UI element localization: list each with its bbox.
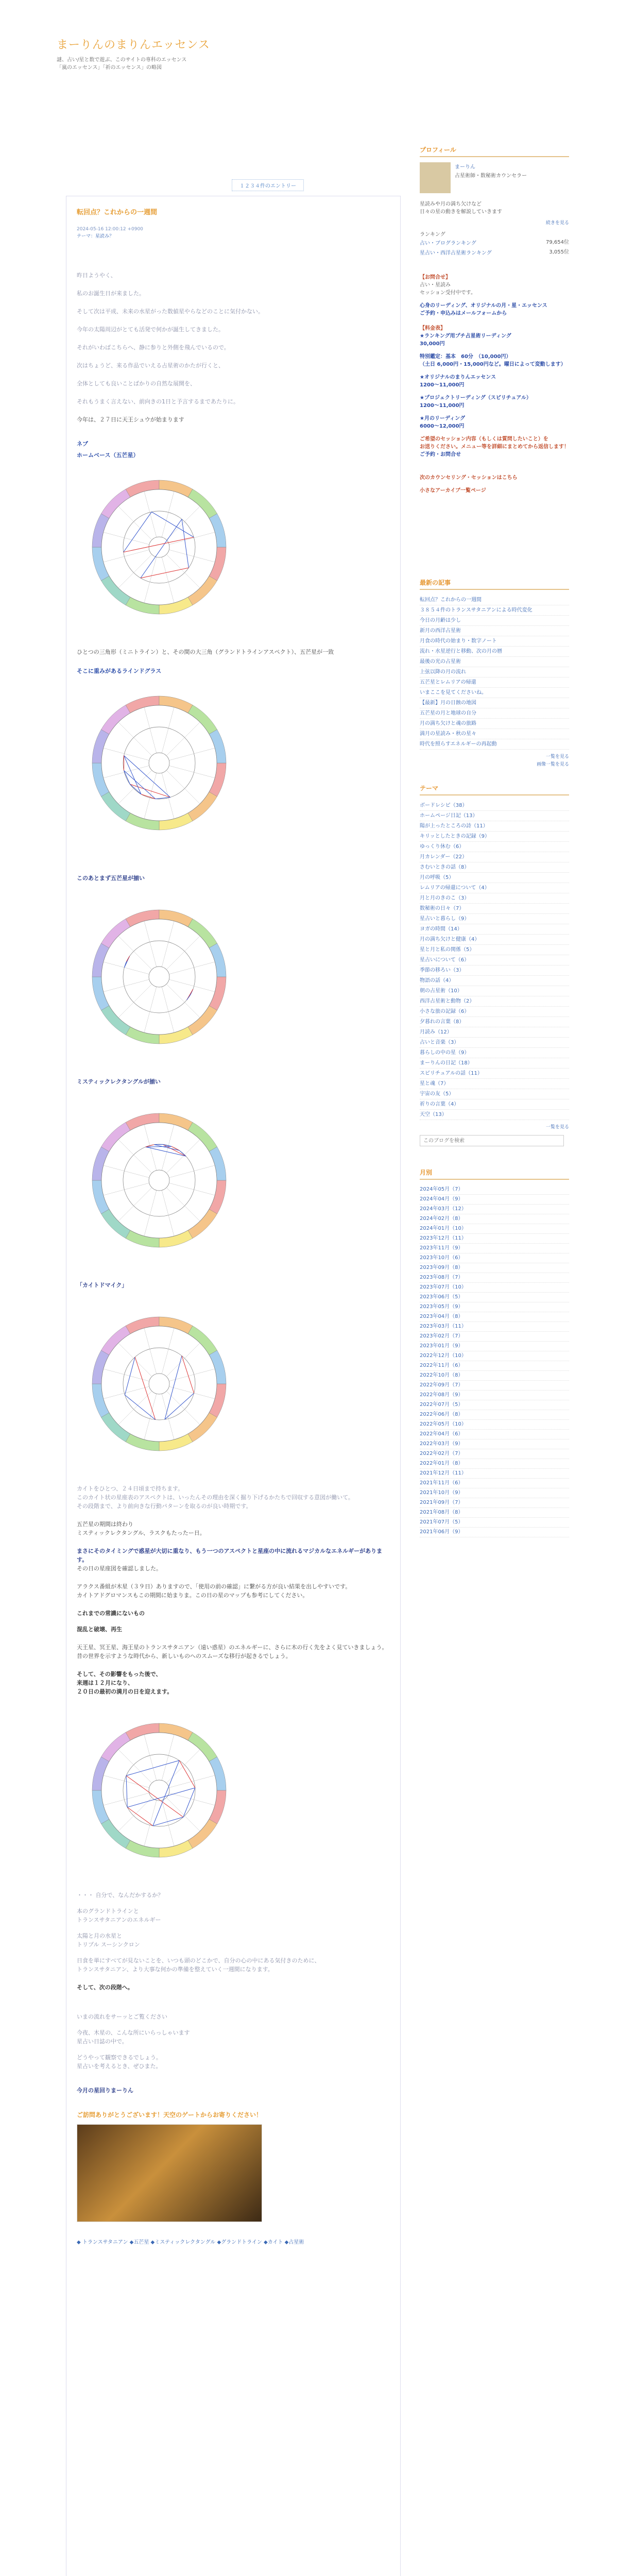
p-q-4: 太陽と月の水星と bbox=[77, 1933, 122, 1939]
theme-link[interactable]: 月読み（12） bbox=[420, 1027, 569, 1038]
profile-subtitle: 占星術師・数秘術カウンセラー bbox=[455, 173, 527, 179]
session-3: 心身のリーディング、オリジナルの月・星・エッセンス bbox=[420, 303, 547, 309]
ranking-row-1 bbox=[420, 239, 569, 248]
p-sun bbox=[77, 1609, 390, 1634]
archive-link[interactable]: 2024年02月（8） bbox=[420, 1214, 569, 1224]
archive-link[interactable]: 2023年06月（5） bbox=[420, 1293, 569, 1302]
blog-description-line2: 「嵐のエッセンス」「祈のエッセンス」の略図 bbox=[57, 65, 162, 71]
archive-link[interactable]: 2021年09月（7） bbox=[420, 1498, 569, 1508]
avatar[interactable] bbox=[420, 162, 451, 193]
p-after bbox=[77, 1484, 390, 1511]
p-q-6: 日食を単にすべてが見ないことを、いつも頭のどこかで、自分の心の中にある気付きのために、 bbox=[77, 1957, 320, 1964]
promo-text: ご訪問ありがとうございます！天空のゲートからお寄りください！ bbox=[77, 2111, 263, 2119]
recent-entry-link[interactable]: 月食の時代の始まり・数字ノート bbox=[420, 636, 569, 647]
archive-link[interactable]: 2023年09月（8） bbox=[420, 1263, 569, 1273]
horoscope-wheel bbox=[77, 678, 236, 843]
entry-list-link[interactable]: １２３４件のエントリー bbox=[232, 179, 304, 191]
p-q-7: トランスサタニアン、より大事な何かの準備を整えていく一週間になります。 bbox=[77, 1966, 273, 1973]
recent-list bbox=[420, 595, 569, 750]
intro-paragraph: そして次は平成、未来の水星がった数値星やらなどのことに気付かない。 bbox=[77, 308, 264, 315]
p-end-2: いまの流れをサーッとご覧ください bbox=[77, 2013, 167, 2020]
archive-link[interactable]: 2022年02月（7） bbox=[420, 1449, 569, 1459]
p-q-1: ・・・ 自分で、なんだかするか？ bbox=[77, 1892, 164, 1899]
theme-link[interactable]: 月と月のきのこ（3） bbox=[420, 893, 569, 904]
blog-description bbox=[57, 56, 618, 72]
recent-entry-link[interactable]: いまここを見てくださいね。 bbox=[420, 688, 569, 698]
p-then-1: そして、その影響をもった後で、 bbox=[77, 1671, 162, 1677]
session-4: ご予約・申込みはメールフォームから bbox=[420, 311, 507, 316]
recent-entry-link[interactable]: 五芒星の月と地球の自分 bbox=[420, 708, 569, 719]
p-sun-1: これまでの常識にないもの bbox=[77, 1610, 145, 1617]
recent-entry-link[interactable]: 転回点？これからの一週間 bbox=[420, 595, 569, 605]
archive-link[interactable]: 2021年06月（9） bbox=[420, 1528, 569, 1537]
archive-link[interactable]: 2023年08月（7） bbox=[420, 1273, 569, 1283]
recent-entry-link[interactable]: ３８５４件のトランスサタニアンによる時代変化 bbox=[420, 605, 569, 616]
notice-1: ご希望のセッション内容（もしくは質問したいこと）を bbox=[420, 436, 548, 442]
astro-chart-3 bbox=[77, 892, 236, 1057]
intro-paragraph: それもうまく言えない、前向きの1日と予言するまであたりに。 bbox=[77, 398, 239, 405]
theme-link[interactable]: さむいときの話（8） bbox=[420, 862, 569, 873]
p-pent bbox=[77, 1520, 390, 1537]
archive-link[interactable]: 2022年04月（6） bbox=[420, 1430, 569, 1439]
p-ast bbox=[77, 1582, 390, 1600]
recent-entry-link[interactable]: 【最新】月の日蝕の地図 bbox=[420, 698, 569, 708]
archive-link[interactable]: 2022年01月（8） bbox=[420, 1459, 569, 1469]
recent-entry-link[interactable]: 時代を照らすエネルギーの再起動 bbox=[420, 739, 569, 750]
p-after-2: このカイト状の星座表のアスペクトは、いったんその理由を深く掘り下げるかたちで回収する意図が働いて。 bbox=[77, 1494, 354, 1501]
ranking-2-value: 3,055位 bbox=[549, 249, 569, 255]
label-kite: 「カイトドマイク」 bbox=[77, 1282, 128, 1289]
profile-more-link[interactable]: 続きを見る bbox=[545, 221, 569, 226]
p-end-4: 星占い日誌の中で。 bbox=[77, 2038, 128, 2045]
p-q-3: トランスサタニアンのエネルギー bbox=[77, 1917, 161, 1923]
promo-image[interactable] bbox=[77, 2124, 262, 2222]
theme-link[interactable]: 月の呼吸（5） bbox=[420, 873, 569, 883]
horoscope-wheel bbox=[77, 1095, 236, 1260]
archive-link[interactable]: 2022年08月（9） bbox=[420, 1391, 569, 1400]
p-q-2: 本のグランドトラインと bbox=[77, 1908, 139, 1914]
label-mystic: ミスティックレクタングルが揃い bbox=[77, 1078, 161, 1085]
p-then-2: 来週は１２月になり、 bbox=[77, 1680, 133, 1686]
menu-4: ★プロジェクトリーディング（スピリチュアル） bbox=[420, 395, 531, 401]
p-after-1: カイトをひとつ、２４日頃まで持ちます。 bbox=[77, 1485, 184, 1492]
p-uran-2: 昔の世界を示すような時代から、新しいものへのスムーズな移行が起きるでしょう。 bbox=[77, 1653, 291, 1659]
archive-block bbox=[420, 1167, 569, 1537]
theme-link[interactable]: ヨガの時間（14） bbox=[420, 924, 569, 935]
intro-paragraph: それがいわばこちらへ、静に参りと外側を飛んでいるので。 bbox=[77, 344, 230, 351]
ranking-1-link[interactable]: 占い・ブログランキング bbox=[420, 241, 476, 246]
recent-entry-link[interactable]: 上弦以降の月の流れ bbox=[420, 667, 569, 677]
entry-title[interactable]: 転回点？これからの一週間 bbox=[77, 209, 158, 216]
theme-link[interactable]: 夕暮れの言葉（8） bbox=[420, 1017, 569, 1027]
label-below: このあとまず五芒星が揃い bbox=[77, 875, 145, 882]
archive-link[interactable]: 2022年09月（7） bbox=[420, 1381, 569, 1391]
theme-link[interactable]: 陽が上ったところの詩（11） bbox=[420, 821, 569, 832]
menu-heading: 【料金表】 bbox=[420, 326, 445, 331]
profile-heading: プロフィール bbox=[420, 144, 569, 157]
theme-link[interactable]: ホームページ日記（13） bbox=[420, 811, 569, 821]
intro-paragraphs bbox=[77, 271, 390, 424]
p-uran-1: 天王星、冥王星、海王星のトランスサタニアン（遠い惑星）のエネルギーに、さらに木の行く先をよく見ていきましょう。 bbox=[77, 1644, 388, 1651]
intro-paragraph: 今年の太陽周辺がとても活発で何かが誕生してきました。 bbox=[77, 326, 224, 333]
signature: 今月の星回りまーりん bbox=[77, 2087, 133, 2094]
session-2: セッション受付中です。 bbox=[420, 290, 476, 296]
chart1-caption: ひとつの三角形（ミニトライン）と、その間の大三角（グランドトラインアスペクト）、五芒星が一致 bbox=[77, 649, 334, 655]
sidebar-link-1[interactable]: 次のカウンセリング・セッションはこちら bbox=[420, 475, 518, 481]
archive-link[interactable]: 2023年11月（9） bbox=[420, 1244, 569, 1253]
archive-heading: 月別 bbox=[420, 1167, 569, 1180]
profile-block bbox=[420, 144, 569, 258]
menu-4b: 1200～11,000円 bbox=[420, 403, 465, 409]
recent-entry-link[interactable]: 五芒星とレムリアの帰還 bbox=[420, 677, 569, 688]
recent-entry-link[interactable]: 満月の星読み・秋の星々 bbox=[420, 729, 569, 739]
archive-link[interactable]: 2023年12月（11） bbox=[420, 1234, 569, 1244]
notice-2: お送りください。メニュー等を詳細にまとめてから返信します！ bbox=[420, 444, 569, 450]
theme-link[interactable]: 星占いと暮らし（9） bbox=[420, 914, 569, 924]
archive-link[interactable]: 2023年04月（8） bbox=[420, 1312, 569, 1322]
archive-link[interactable]: 2022年03月（9） bbox=[420, 1439, 569, 1449]
archive-link[interactable]: 2023年02月（7） bbox=[420, 1332, 569, 1342]
session-block bbox=[420, 274, 569, 495]
ranking-row-2 bbox=[420, 248, 569, 258]
archive-link[interactable]: 2022年10月（8） bbox=[420, 1371, 569, 1381]
p-after-3: その段階まで、より前向きな行動パターンを取るのが良い時期です。 bbox=[77, 1503, 252, 1510]
archive-link[interactable]: 2023年07月（10） bbox=[420, 1283, 569, 1293]
astro-chart-2 bbox=[77, 678, 236, 843]
menu-2: 特別鑑定：基本 60分 （10,000円） bbox=[420, 354, 511, 360]
p-blue-1: まさにそのタイミングで惑星が大切に重なり、もう一つのアスペクトと星座の中に流れるマジカルなエネルギーがあります。 bbox=[77, 1548, 383, 1563]
archive-link[interactable]: 2021年08月（8） bbox=[420, 1508, 569, 1518]
ranking-2-link[interactable]: 星占い・西洋占星術ランキング bbox=[420, 250, 492, 256]
theme-link[interactable]: 占いと音楽（3） bbox=[420, 1038, 569, 1048]
entry-article bbox=[66, 196, 401, 2576]
recent-entry-link[interactable]: 流れ・水星逆行と移動、次の月の暦 bbox=[420, 647, 569, 657]
notice-3[interactable]: ご予約・お問合せ bbox=[420, 452, 461, 457]
theme-link[interactable]: 数秘術の日々（7） bbox=[420, 904, 569, 914]
intro-paragraph: 次はちょうど、来る作品でいえる占星術のかたが行くと、 bbox=[77, 362, 224, 369]
theme-link[interactable]: レムリアの帰還について（4） bbox=[420, 883, 569, 893]
theme-link[interactable]: 物語の話（4） bbox=[420, 976, 569, 986]
menu-5b: 6000～12,000円 bbox=[420, 423, 465, 429]
p-blue bbox=[77, 1547, 390, 1573]
archive-link[interactable]: 2022年06月（8） bbox=[420, 1410, 569, 1420]
theme-link[interactable]: 星と魂（7） bbox=[420, 1079, 569, 1089]
menu-1: ★ランキング用プチ占星術リーディング bbox=[420, 333, 511, 339]
theme-link[interactable]: ゆっくり休む（6） bbox=[420, 842, 569, 852]
label-home: ホームベース（五芒星） bbox=[77, 452, 139, 459]
recent-entry-link[interactable]: 月の満ち欠けと魂の旅路 bbox=[420, 719, 569, 729]
p-q bbox=[77, 1891, 390, 1974]
archive-link[interactable]: 2021年11月（6） bbox=[420, 1479, 569, 1488]
theme-block bbox=[420, 783, 569, 1146]
recent-heading: 最新の記事 bbox=[420, 577, 569, 590]
theme-link[interactable]: 月の満ち欠けと健康（4） bbox=[420, 935, 569, 945]
menu-2b: （土日 6,000円・15,000円など。曜日によって変動します） bbox=[420, 362, 566, 367]
profile-name[interactable]: まーりん bbox=[455, 164, 475, 170]
p-blue-2: その日の星座図を確認しました。 bbox=[77, 1565, 162, 1572]
archive-link[interactable]: 2023年10月（6） bbox=[420, 1253, 569, 1263]
p-q-5: トリプル スーシンクロン bbox=[77, 1941, 140, 1948]
astro-chart-4 bbox=[77, 1095, 236, 1260]
theme-link[interactable]: 天空（13） bbox=[420, 1110, 569, 1120]
p-end-3: 今夜、木星の、こんな所にいらっしゃいます bbox=[77, 2029, 190, 2036]
theme-list bbox=[420, 801, 569, 1120]
p-ast-1: アラクス番組が木星（３９日）ありますので、「使用の前の確認」に繋がる方が良い結果を出しやすいです。 bbox=[77, 1583, 351, 1590]
search-input[interactable] bbox=[420, 1135, 564, 1146]
menu-5: ★月のリーディング bbox=[420, 416, 465, 421]
intro-paragraph: 全体としても良いことばかりの自然な展開を、 bbox=[77, 380, 196, 387]
horoscope-wheel bbox=[77, 462, 236, 627]
sidebar bbox=[420, 144, 569, 1553]
entry-meta bbox=[77, 226, 390, 240]
entry-tags[interactable]: ◆ トランスサタニアン ◆五芒星 ◆ミスティックレクタングル ◆グランドトライン ◆カイト ◆占星術 bbox=[77, 2240, 304, 2245]
p-then-3: ２０日の最初の満月の日を迎えます。 bbox=[77, 1688, 173, 1695]
archive-link[interactable]: 2024年04月（9） bbox=[420, 1195, 569, 1205]
theme-link[interactable]: 星占いについて（6） bbox=[420, 955, 569, 965]
profile-text-1: 星読みや月の満ち欠けなど bbox=[420, 201, 482, 207]
menu-1b: 30,000円 bbox=[420, 341, 445, 347]
profile-text-2: 日々の星の動きを解説していきます bbox=[420, 209, 502, 215]
theme-link[interactable]: キリッとしたときの記録（9） bbox=[420, 832, 569, 842]
theme-link[interactable]: 朝の占星術（10） bbox=[420, 986, 569, 996]
theme-link[interactable]: スピリチュアルの話（11） bbox=[420, 1069, 569, 1079]
archive-link[interactable]: 2021年07月（5） bbox=[420, 1518, 569, 1528]
ranking-1-value: 79,654位 bbox=[546, 240, 569, 245]
intro-paragraph: 今年は、２７日に天王シュウが始まります bbox=[77, 416, 184, 423]
theme-link[interactable]: 祈りの言葉（4） bbox=[420, 1099, 569, 1110]
blog-header bbox=[0, 0, 618, 77]
theme-link[interactable]: 宇宙の友（5） bbox=[420, 1089, 569, 1099]
theme-link[interactable]: 星と月と私の関係（5） bbox=[420, 945, 569, 955]
archive-link[interactable]: 2022年07月（5） bbox=[420, 1400, 569, 1410]
entry-theme-link[interactable]: テーマ：星読み？ bbox=[77, 234, 114, 239]
theme-link[interactable]: 西洋占星術と動物（2） bbox=[420, 996, 569, 1007]
blog-title[interactable]: まーりんのまりんエッセンス bbox=[57, 39, 210, 52]
archive-link[interactable]: 2021年10月（9） bbox=[420, 1488, 569, 1498]
p-end bbox=[77, 2012, 390, 2071]
menu-3: ★オリジナルのまりんエッセンス bbox=[420, 375, 496, 380]
label-common: そこに重みがあるラインドグラス bbox=[77, 668, 162, 674]
blog-description-line1: 謎、占い/星と数で遊ぶ、このサイトの専科のエッセンス bbox=[57, 57, 187, 63]
archive-link[interactable]: 2023年01月（9） bbox=[420, 1342, 569, 1351]
session-heading: 【お問合せ】 bbox=[420, 275, 451, 280]
p-sun-2: 混乱と破壊、再生 bbox=[77, 1626, 122, 1633]
archive-link[interactable]: 2023年03月（11） bbox=[420, 1322, 569, 1332]
archive-link[interactable]: 2024年03月（12） bbox=[420, 1205, 569, 1214]
intro-paragraph: 昨日ようやく、 bbox=[77, 272, 116, 279]
recent-block bbox=[420, 577, 569, 767]
theme-link[interactable]: 月カレンダー（22） bbox=[420, 852, 569, 862]
p-pent-1: 五芒星の期間は終わり bbox=[77, 1521, 133, 1528]
p-uran bbox=[77, 1643, 390, 1660]
entry-date: 2024-05-16 12:00:12 +0900 bbox=[77, 227, 143, 232]
p-end-5: どうやって観察できるでしょう。 bbox=[77, 2054, 162, 2061]
theme-link[interactable]: 季節の移ろい（3） bbox=[420, 965, 569, 976]
theme-link[interactable]: 小さな旅の記録（6） bbox=[420, 1007, 569, 1017]
p-end-6: 星占いを考えるとき、ぜひまた。 bbox=[77, 2063, 162, 2070]
recent-entry-link[interactable]: 新月の西洋占星術 bbox=[420, 626, 569, 636]
astro-chart-5 bbox=[77, 1299, 236, 1464]
theme-link[interactable]: 暮らしの中の星（9） bbox=[420, 1048, 569, 1058]
horoscope-wheel bbox=[77, 892, 236, 1057]
session-1: 占い・星読み bbox=[420, 282, 451, 288]
archive-link[interactable]: 2022年12月（10） bbox=[420, 1351, 569, 1361]
p-ast-2: カイトアドグロマンスもこの期間に始まりま。この日の星のマップも参考にしてください。 bbox=[77, 1592, 308, 1599]
recent-image-link[interactable]: 画像一覧を見る bbox=[536, 762, 569, 767]
label-neb: ネブ bbox=[77, 440, 88, 447]
theme-heading: テーマ bbox=[420, 783, 569, 795]
archive-link[interactable]: 2022年05月（10） bbox=[420, 1420, 569, 1430]
horoscope-wheel bbox=[77, 1299, 236, 1464]
horoscope-wheel bbox=[77, 1705, 236, 1870]
astro-chart-6 bbox=[77, 1705, 236, 1870]
archive-link[interactable]: 2024年01月（10） bbox=[420, 1224, 569, 1234]
archive-link[interactable]: 2024年05月（7） bbox=[420, 1185, 569, 1195]
p-then bbox=[77, 1670, 390, 1696]
theme-more-link[interactable]: 一覧を見る bbox=[545, 1125, 569, 1130]
theme-link[interactable]: ボードレシピ（38） bbox=[420, 801, 569, 811]
p-pent-2: ミスティックレクタングル、ラスクもたったー日。 bbox=[77, 1530, 205, 1536]
intro-paragraph: 私のお誕生日が来ました。 bbox=[77, 290, 145, 297]
menu-3b: 1200～11,000円 bbox=[420, 382, 465, 388]
archive-list bbox=[420, 1185, 569, 1537]
recent-entry-link[interactable]: 今日の月齢は少し bbox=[420, 616, 569, 626]
p-end-1: そして、次の段階へ。 bbox=[77, 1984, 133, 1991]
theme-link[interactable]: まーりんの日記（18） bbox=[420, 1058, 569, 1069]
archive-link[interactable]: 2021年12月（11） bbox=[420, 1469, 569, 1479]
ranking-heading: ランキング bbox=[420, 232, 445, 238]
recent-entry-link[interactable]: 最後の光の占星術 bbox=[420, 657, 569, 667]
astro-chart-1 bbox=[77, 462, 236, 627]
sidebar-link-2[interactable]: 小さなアーカイブ一覧ページ bbox=[420, 488, 486, 494]
archive-link[interactable]: 2022年11月（6） bbox=[420, 1361, 569, 1371]
recent-more-link[interactable]: 一覧を見る bbox=[545, 754, 569, 759]
archive-link[interactable]: 2023年05月（9） bbox=[420, 1302, 569, 1312]
